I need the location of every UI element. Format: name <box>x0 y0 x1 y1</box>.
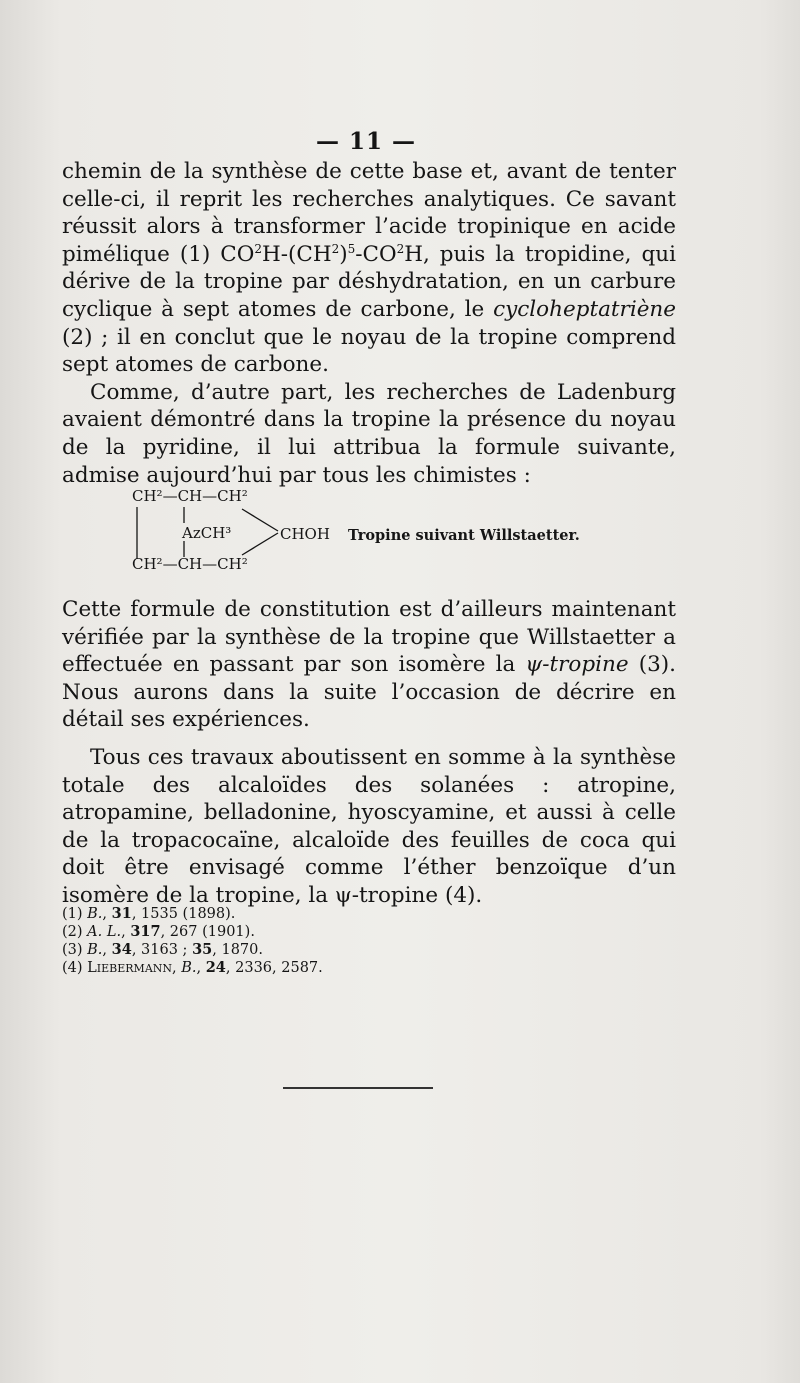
footnote-4: (4) LIEBERMANN, B., 24, 2336, 2587. <box>62 959 323 976</box>
paragraph-3: Cette formule de constitution est d’ailleurs maintenant vérifiée par la synthèse de la tropine que Willstaetter a effectuée en passant par son isomère la ψ-tropine (3). Nous aurons dans la suite l’occasion de décrire en détail ses expériences. <box>62 597 677 733</box>
footnote-3: (3) B., 34, 3163 ; 35, 1870. <box>62 941 263 958</box>
paragraph-block-bottom <box>62 596 676 910</box>
formula-caption: Tropine suivant Willstaetter. <box>348 527 580 544</box>
formula-row-2: AzCH³ <box>182 524 232 542</box>
formula-row-3: CH²—CH—CH² <box>132 555 248 573</box>
footnotes <box>62 905 482 977</box>
paragraph-2: Comme, d’autre part, les recherches de Ladenburg avaient démontré dans la tropine la présence du noyau de la pyridine, il lui attribua la formule suivante, admise aujourd’hui par tous les chimistes : <box>62 379 676 488</box>
formula-group: CHOH <box>280 525 330 543</box>
page-number: — 11 — <box>315 128 417 155</box>
paragraph-4: Tous ces travaux aboutissent en somme à la synthèse totale des alcaloïdes des solanées : atropine, atropamine, belladonine, hyoscyamine, et aussi à celle de la tropacocaïne, alcaloïde des feuilles de coca qui doit être envisagé comme l’éther benzoïque d’un isomère de la tropine, la ψ-tropine (4). <box>62 744 676 908</box>
paragraph-block-top <box>62 158 676 489</box>
formula-row-1: CH²—CH—CH² <box>132 487 248 505</box>
formula-bonds <box>132 487 292 577</box>
horizontal-rule <box>283 1087 433 1089</box>
tropine-formula <box>132 487 692 577</box>
paragraph-1: chemin de la synthèse de cette base et, avant de tenter celle-ci, il reprit les recherches analytiques. Ce savant réussit alors à transformer l’acide tropinique en acide pimélique (1) $CO^2H-(CH^2)^5-CO^2H$, puis la tropidine, qui dérive de la tropine par déshydratation, en un carbure cyclique à sept atomes de carbone, le cycloheptatriène (2) ; il en conclut que le noyau de la tropine comprend sept atomes de carbone. <box>62 159 676 378</box>
footnote-2: (2) A. L., 317, 267 (1901). <box>62 923 255 940</box>
footnote-1: (1) B., 31, 1535 (1898). <box>62 905 236 922</box>
